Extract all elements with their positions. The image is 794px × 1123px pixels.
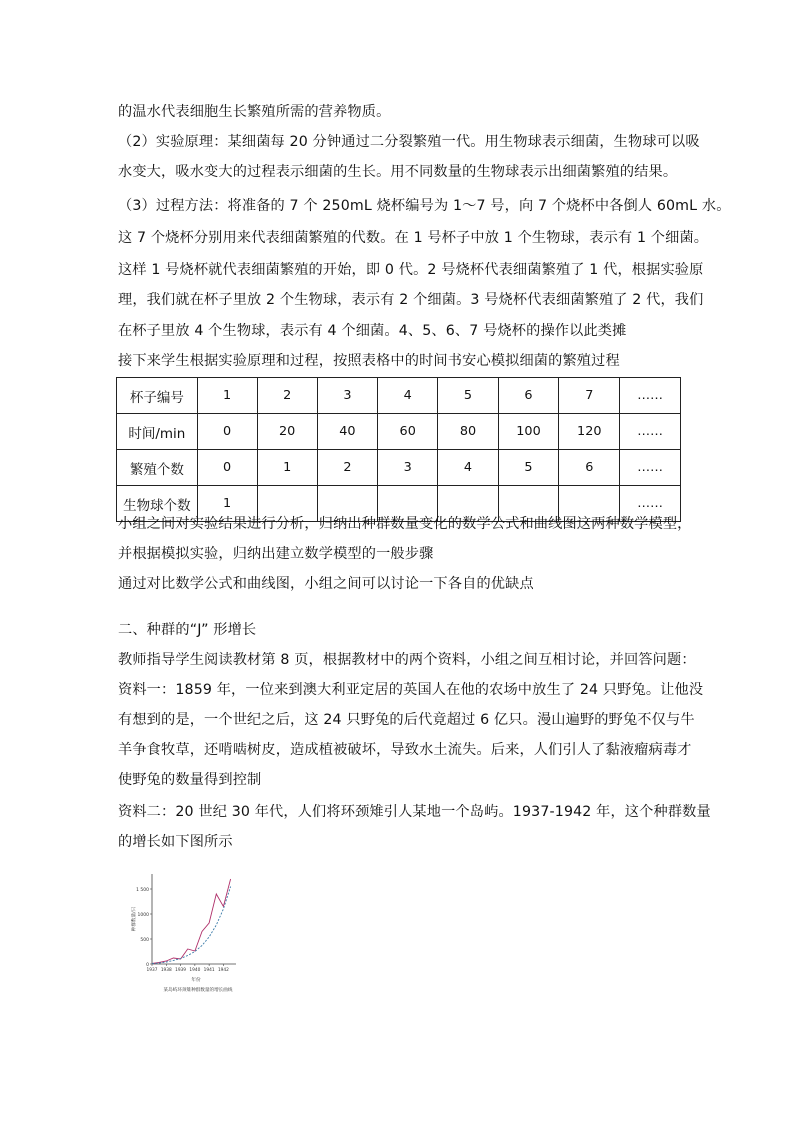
table-cell: 1: [197, 378, 257, 414]
paragraph-line: （3）过程方法：将准备的 7 个 250mL 烧杯编号为 1～7 号，向 7 个烧杯中各倒人 60mL 水。: [118, 198, 731, 214]
table-cell: 120: [559, 414, 620, 450]
table-cell: 6: [498, 378, 559, 414]
x-tick-label: 1941: [203, 968, 215, 973]
table-cell: 2: [317, 450, 377, 486]
x-tick-label: 1940: [189, 968, 201, 973]
table-row-header: 生物球个数: [117, 486, 198, 522]
section-title: 二、种群的“J” 形增长: [118, 622, 257, 638]
x-tick-label: 1939: [175, 968, 187, 973]
paragraph-line: 理，我们就在杯子里放 2 个生物球，表示有 2 个细菌。3 号烧杯代表细菌繁殖了 2 代，我们: [118, 292, 704, 308]
paragraph-line: 使野兔的数量得到控制: [118, 772, 262, 788]
paragraph-line: 羊争食牧草，还啃啮树皮，造成植被破坏，导致水土流失。后来，人们引人了黏液瘤病毒才: [118, 742, 692, 758]
table-cell: 20: [257, 414, 317, 450]
table-row-header: 杯子编号: [117, 378, 198, 414]
paragraph-line: 资料一：1859 年，一位来到澳大利亚定居的英国人在他的农场中放生了 24 只野兔。让他没: [118, 682, 704, 698]
paragraph-line: 并根据模拟实验，归纳出建立数学模型的一般步骤: [118, 546, 434, 562]
y-tick-label: 1000: [137, 913, 149, 918]
table-cell: ……: [620, 450, 681, 486]
table-cell: ……: [620, 378, 681, 414]
paragraph-line: 的温水代表细胞生长繁殖所需的营养物质。: [118, 104, 391, 120]
paragraph-line: 资料二：20 世纪 30 年代，人们将环颈雉引人某地一个岛屿。1937-1942 年，这个种群数量: [118, 804, 711, 820]
table-row: [117, 414, 681, 450]
paragraph-line: 通过对比数学公式和曲线图，小组之间可以讨论一下各自的优缺点: [118, 576, 534, 592]
table-cell: 40: [317, 414, 377, 450]
table-cell: 60: [378, 414, 438, 450]
paragraph-line: 教师指导学生阅读教材第 8 页，根据教材中的两个资料，小组之间互相讨论，并回答问题：: [118, 652, 696, 668]
table-row: [117, 378, 681, 414]
table-cell: 4: [438, 450, 498, 486]
paragraph-line: 在杯子里放 4 个生物球，表示有 4 个细菌。4、5、6、7 号烧杯的操作以此类摊: [118, 323, 627, 339]
simulation-table: [116, 377, 681, 522]
y-tick-label: 0: [146, 963, 149, 968]
table-cell: ……: [620, 486, 681, 522]
series-line-solid: [152, 879, 231, 964]
table-cell: 5: [438, 378, 498, 414]
table-cell: 0: [197, 414, 257, 450]
paragraph-line: 这 7 个烧杯分别用来代表细菌繁殖的代数。在 1 号杯子中放 1 个生物球，表示有 1 个细菌。: [118, 230, 709, 246]
table-cell: 80: [438, 414, 498, 450]
table-row-header: 繁殖个数: [117, 450, 198, 486]
chart-svg: [128, 868, 262, 994]
x-axis-label: 年份: [191, 978, 201, 983]
x-tick-label: 1937: [146, 968, 158, 973]
table-cell: 100: [498, 414, 559, 450]
table-row-header: 时间/min: [117, 414, 198, 450]
table-cell: 2: [257, 378, 317, 414]
paragraph-line: 水变大，吸水变大的过程表示细菌的生长。用不同数量的生物球表示出细菌繁殖的结果。: [118, 164, 678, 180]
table-cell: 4: [378, 378, 438, 414]
chart-caption: 某岛屿环颈雉种群数量的增长曲线: [163, 988, 233, 993]
table-cell: ……: [620, 414, 681, 450]
x-tick-label: 1938: [160, 968, 172, 973]
table-cell: 7: [559, 378, 620, 414]
paragraph-line: 接下来学生根据实验原理和过程，按照表格中的时间书安心模拟细菌的繁殖过程: [118, 353, 620, 369]
y-axis-label: 种群数量/只: [132, 906, 137, 932]
table-cell: 1: [257, 450, 317, 486]
table-cell: 0: [197, 450, 257, 486]
population-growth-chart: [128, 868, 262, 994]
y-tick-label: 500: [140, 938, 149, 943]
paragraph-line: 有想到的是，一个世纪之后，这 24 只野兔的后代竟超过 6 亿只。漫山遍野的野兔不仅与牛: [118, 712, 695, 728]
table-row: [117, 450, 681, 486]
paragraph-line: （2）实验原理：某细菌每 20 分钟通过二分裂繁殖一代。用生物球表示细菌，生物球可以吸: [118, 134, 700, 150]
y-tick-label: 1 500: [136, 888, 149, 893]
paragraph-line: 这样 1 号烧杯就代表细菌繁殖的开始，即 0 代。2 号烧杯代表细菌繁殖了 1 代，根据实验原: [118, 262, 704, 278]
table-cell: 3: [317, 378, 377, 414]
paragraph-line: 小组之间对实验结果进行分析，归纳出种群数量变化的数学公式和曲线图这两种数学模型，: [118, 516, 692, 532]
paragraph-line: 的增长如下图所示: [118, 834, 233, 850]
table-cell: 5: [498, 450, 559, 486]
table-cell: 1: [197, 486, 257, 522]
table-cell: 6: [559, 450, 620, 486]
x-tick-label: 1942: [217, 968, 229, 973]
table-cell: 3: [378, 450, 438, 486]
